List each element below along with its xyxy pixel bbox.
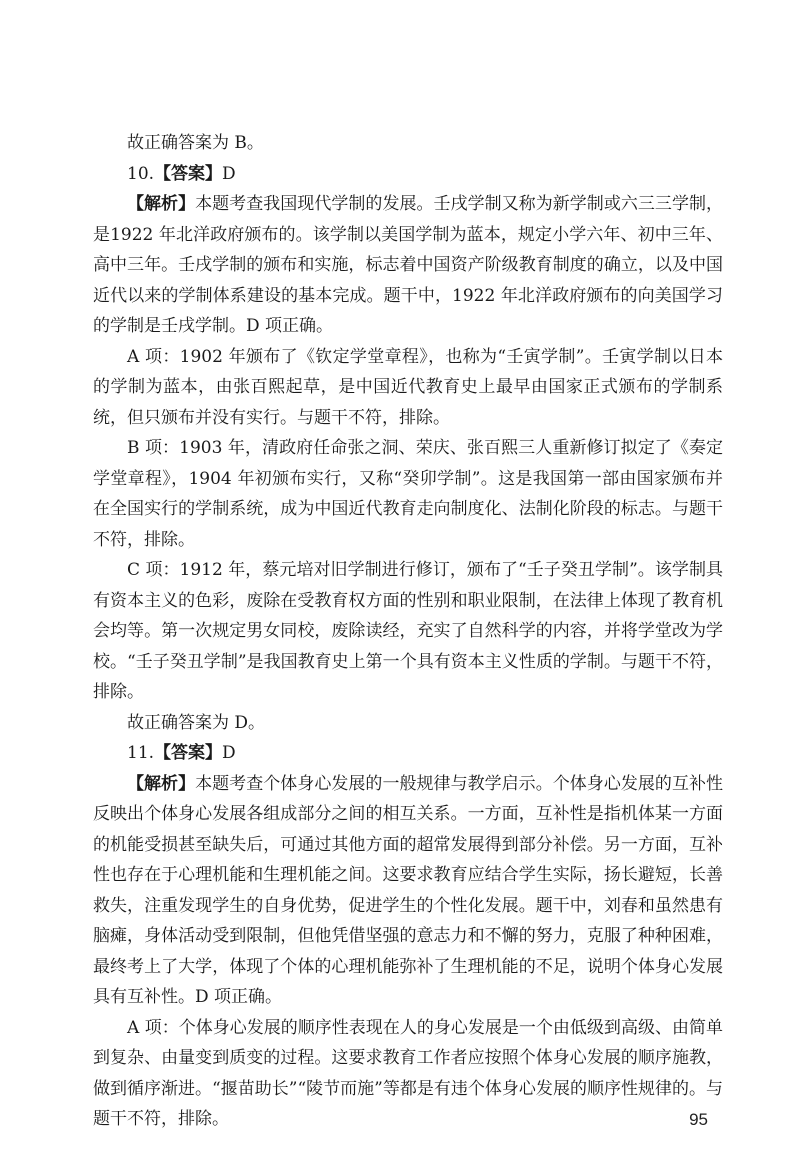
page-number: 95 [689,1110,708,1129]
option-c-paragraph-10: C 项：1912 年，蔡元培对旧学制进行修订，颁布了“壬子癸丑学制”。该学制具有资本主义的色彩，废除在受教育权方面的性别和职业限制，在法律上体现了教育机会均等。第一次规定男女同校，废除读经，充实了自然科学的内容，并将学堂改为学校。“壬子癸丑学制”是我国教育史上第一个具有资本主义性质的学制。与题干不符，排除。 [93,560,723,702]
question-number: 10. [127,163,155,184]
conclusion-text: 故正确答案为 B。 [127,133,264,153]
analysis-text: 本题考查个体身心发展的一般规律与教学启示。个体身心发展的互补性反映出个体身心发展各组成部分之间的相互关系。一方面，互补性是指机体某一方面的机能受损甚至缺失后，可通过其他方面的超常发展得到部分补偿。另一方面，互补性也存在于心理机能和生理机能之间。这要求教育应结合学生实际，扬长避短，长善救失，注重发现学生的自身优势，促进学生的个性化发展。题干中，刘春和虽然患有脑瘫，身体活动受到限制，但他凭借坚强的意志力和不懈的努力，克服了种种困难，最终考上了大学，体现了个体的心理机能弥补了生理机能的不足，说明个体身心发展具有互补性。D 项正确。 [93,773,724,1007]
question-number: 11. [127,743,155,763]
analysis-label: 【解析】 [127,194,196,214]
option-a-paragraph-11: A 项：个体身心发展的顺序性表现在人的身心发展是一个由低级到高级、由简单到复杂、由量变到质变的过程。这要求教育工作者应按照个体身心发展的顺序施教，做到循序渐进。“揠苗助长”“陵节而施”等都是有违个体身心发展的顺序性规律的。与题干不符，排除。 [93,1017,723,1129]
analysis-paragraph-10 [93,189,723,342]
answer-line-11 [93,738,723,769]
conclusion-text: 故正确答案为 D。 [127,712,266,733]
analysis-text: 本题考查我国现代学制的发展。壬戌学制又称为新学制或六三三学制，是1922 年北洋政府颁布的。该学制以美国学制为蓝本，规定小学六年、初中三年、高中三年。壬戌学制的颁布和实施，标志着中国资产阶级教育制度的确立，以及中国近代以来的学制体系建设的基本完成。题干中，1922 年北洋政府颁布的向美国学习的学制是壬戌学制。D 项正确。 [93,194,724,336]
analysis-label: 【解析】 [127,773,196,794]
analysis-paragraph-11 [93,769,723,1013]
page-content [93,128,723,1135]
answer-line-10 [93,159,723,190]
answer-label: 【答案】 [154,743,223,763]
option-b-paragraph-10: B 项：1903 年，清政府任命张之洞、荣庆、张百熙三人重新修订拟定了《奏定学堂章程》，1904 年初颁布实行，又称“癸卯学制”。这是我国第一部由国家颁布并在全国实行的学制系统，成为中国近代教育走向制度化、法制化阶段的标志。与题干不符，排除。 [93,438,723,550]
option-a-paragraph-10: A 项：1902 年颁布了《钦定学堂章程》，也称为“壬寅学制”。壬寅学制以日本的学制为蓝本，由张百熙起草，是中国近代教育史上最早由国家正式颁布的学制系统，但只颁布并没有实行。与题干不符，排除。 [93,346,723,428]
answer-label: 【答案】 [154,163,223,184]
answer-value: D [222,163,236,184]
answer-value: D [222,743,236,763]
